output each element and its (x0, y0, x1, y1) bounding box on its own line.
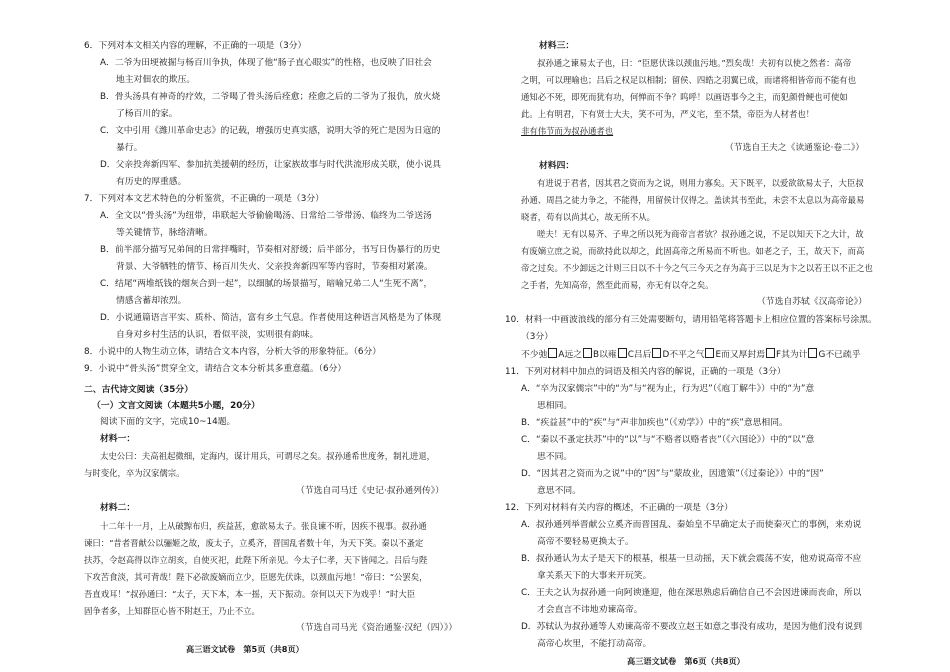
q10-box[interactable] (583, 348, 592, 358)
option-11d-cont: 意思不同。 (537, 486, 581, 496)
material-3-source: （节选自王夫之《读通鉴论·卷二》） (725, 143, 865, 153)
option-7a-cont: 等关键情节，脉络清晰。 (116, 228, 213, 238)
q10-label: E (715, 350, 722, 360)
q10-text: 远之 (564, 350, 583, 360)
q10-box[interactable] (618, 348, 627, 358)
material-3-line: 之明，可以理喻也；吕后之权足以相制；留侯、四皓之羽翼已成，而诸将相皆帝而不能有也 (521, 75, 856, 85)
q10-label: F (776, 350, 782, 360)
q10-box[interactable] (548, 348, 557, 358)
q10-label: B (593, 350, 600, 360)
material-4-line: 晓者，苟有以尚其心，故无所不从。 (521, 212, 655, 222)
q10-text: 不已疏乎 (825, 350, 861, 360)
q10-label: G (818, 350, 826, 360)
option-12d: D．苏轼认为叔孙通等人劝谏高帝不要改立赵王如意之事没有成功，是因为他们没有说到 (521, 622, 863, 632)
material-4-line: 有废嫡立庶之说，而欲持此以却之，此固高帝之所易而不听也。如老之子，王，故天下，而高 (521, 246, 865, 256)
option-11d: D．“因其君之资而为之说”中的“因”与“蒙故业，因遗策”（《过秦论》）中的“因” (521, 469, 824, 479)
q10-box[interactable] (808, 348, 817, 358)
q10-text: 其为计 (781, 350, 808, 360)
q10-label: D (662, 350, 670, 360)
option-6b: B．骨头汤具有神奇的疗效，二爷喝了骨头汤后痊愈；痊愈之后的二爷为了报仇，放火烧 (100, 92, 441, 102)
material-4-source: （节选自苏轼《汉高帝论》） (757, 297, 867, 307)
question-12: 12．下列对材料有关内容的概述，不正确的一项是（3分） (505, 503, 733, 513)
q10-box[interactable] (705, 348, 714, 358)
option-11c: C．“秦以不蚤定扶苏”中的“以”与“不赂者以赂者丧”（《六国论》）中的“以”意 (521, 435, 815, 445)
option-11c-cont: 思不同。 (537, 452, 573, 462)
material-1-label: 材料一： (100, 434, 136, 444)
question-6: 6．下列对本文相关内容的理解，不正确的一项是（3分） (84, 41, 307, 51)
option-7b-cont: 背景、大爷牺牲的情节、杨百川失火、父亲投奔新四军等内容时，节奏相对紧凑。 (116, 262, 433, 272)
material-2-line: 扶苏，令赵高得以诈立胡亥，自使灭祀，此陛下所亲见。今太子仁孝，天下皆闻之。吕后与陛 (84, 555, 428, 565)
material-2-line: 下攻苦食淡，其可背哉！陛下必欲废嫡而立少，臣愿先伏诛，以颈血污地！”帝曰：“公罢矣， (84, 572, 428, 582)
material-4-line: 帝之过矣。不少卸远之计则三日以不十今之气三今天之存为高于三以足为卞之以若王以不正之也 (521, 263, 873, 273)
question-11: 11．下列对材料中加点的词语及相关内容的解说，正确的一项是（3分） (505, 367, 786, 377)
option-11b: B．“疾益甚”中的“疾”与“声非加疾也”（《劝学》）中的“疾”意思相同。 (521, 418, 788, 428)
instruction: 阅读下面的文字，完成10~14题。 (100, 417, 236, 427)
question-9: 9．小说中“骨头汤”贯穿全文，请结合文本分析其多重意蕴。（6分） (84, 364, 347, 374)
material-3-label: 材料三： (539, 41, 575, 51)
option-11a: A．“卒为汉家儒宗”中的“为”与“视为止，行为迟”（《庖丁解牛》）中的“为”意 (521, 384, 815, 394)
q10-box[interactable] (766, 348, 775, 358)
option-6a: A．二爷为田埂被掘与杨百川争执，体现了他“肠子直心眼实”的性格，也反映了旧社会 (100, 58, 432, 68)
material-4-line: 有进说于君者，因其君之资而为之说，则用力寡矣。天下既平，以爱欲欲易太子，大臣叔 (537, 178, 864, 188)
option-6b-cont: 了杨百川的家。 (116, 109, 178, 119)
right-page (475, 0, 950, 672)
subsection-title: （一）文言文阅读（本题共5小题，20分） (92, 401, 260, 411)
option-6d-cont: 有历史的厚重感。 (116, 177, 187, 187)
q10-label: A (558, 350, 565, 360)
question-10-score: （3分） (521, 332, 553, 342)
option-12c: C．王夫之认为叔孙通一向阿谀逢迎，他在深思熟虑后确信自己不会因进谏而丧命，所以 (521, 588, 862, 598)
material-4-line: 之手者，先知高帝，然至此而易，亦无有以夺之矣。 (521, 280, 714, 290)
material-2-label: 材料二： (100, 503, 136, 513)
material-3-line: 通知必不死，即死而犹有功，何惮而不争？呜呼！以画语事今之主，而犯颜骨鲠也可使如 (521, 92, 848, 102)
material-2-line: 固争者多，上知群臣心皆不附赵王，乃止不立。 (84, 606, 260, 616)
q10-text: 吕后 (633, 350, 652, 360)
material-4-line: 嗟夫！无有以易齐、子卑之所以死为商帝言者欤？叔孙通之说，不足以知天下之大计，故 (537, 229, 864, 239)
q10-label: C (627, 350, 634, 360)
q10-text: 不少弛 (521, 350, 548, 360)
material-4-line: 孙通、周昌之徒力争之，不能得，用留侯计仅得之。盖读其书至此，未尝不太息以为高帝最易 (521, 195, 865, 205)
material-3-wavy-line: 非有伟节而为叔孙通者也 (521, 126, 614, 136)
material-3-line: 叔孙通之谏易太子也，曰：“臣愿伏诛以颈血污地。”烈矣哉！夫初有以使之然者：高帝 (537, 58, 852, 68)
option-11a-cont: 思相同。 (537, 401, 573, 411)
material-4-label: 材料四： (539, 161, 575, 171)
option-7d-cont: 自身对乡村生活的认识，看似平淡，实则很有韵味。 (116, 330, 319, 340)
material-1-line: 太史公曰：夫高祖起微细，定海内，谋计用兵，可谓尽之矣。叔孙通希世度务，制礼进退， (100, 451, 435, 461)
option-6d: D．父亲投奔新四军、参加抗美援朝的经历，让家族故事与时代洪流形成关联，使小说具 (100, 160, 442, 170)
option-12a: A．叔孙通列举晋献公立奚齐而晋国乱、秦始皇不早确定太子而使秦灭亡的事例，来劝说 (521, 520, 862, 530)
material-3-line: 此。上有明君，下有贤士大夫，笑不可为，严义宅，至不禁，帝臣为人材者也！ (521, 109, 815, 119)
page-footer: 高三语文试卷 第6页（共8页） (627, 656, 745, 666)
option-12c-cont: 才会直言不讳地劝谏高帝。 (537, 605, 643, 615)
option-7b: B．前半部分描写兄弟间的日常拌嘴时，节奏相对舒缓；后半部分，书写日伪暴行的历史 (100, 245, 441, 255)
material-2-line: 谏曰：“昔者晋献公以骊姬之故，废太子，立奚齐，晋国乱者数十年，为天下笑。秦以不蚤定 (84, 538, 424, 548)
q10-text: 不平之气 (669, 350, 705, 360)
option-6a-cont: 地主对佃农的欺压。 (116, 75, 196, 85)
material-2-source: （节选自司马光《资治通鉴·汉纪（四）》） (296, 623, 458, 633)
material-2-line: 吾直戏耳！”叔孙通曰：“太子，天下本，本一摇，天下振动。奈何以天下为戏乎！”时大臣 (84, 589, 416, 599)
material-1-line: 与时变化，卒为汉家儒宗。 (84, 468, 185, 478)
question-7: 7．下列对本文艺术特色的分析鉴赏，不正确的一项是（3分） (84, 194, 324, 204)
material-2-line: 十二年十一月，上从破黥布归，疾益甚，愈欲易太子。张良谏不听，因疾不视事。叔孙通 (100, 521, 427, 531)
page-footer: 高三语文试卷 第5页（共8页） (186, 644, 304, 654)
material-1-source: （节选自司马迁《史记·叔孙通列传》） (296, 486, 444, 496)
option-12b: B．叔孙通认为太子是天下的根基，根基一旦动摇，天下就会震荡不安，他劝说高帝不应 (521, 554, 862, 564)
option-12a-cont: 高帝不要轻易更换太子。 (537, 537, 634, 547)
option-7d: D．小说通篇语言平实、质朴、简洁，富有乡土气息。作者使用这种语言风格是为了体现 (100, 313, 442, 323)
q10-text: 以雍 (599, 350, 617, 360)
option-12d-cont: 高帝心坎里，不能打动高帝。 (537, 639, 652, 649)
option-7c: C．结尾“两堆纸钱的烟灰合到一起”，以细腻的场景描写，暗喻兄弟二人“生死不离”， (100, 279, 433, 289)
option-6c: C．文中引用《潍川革命史志》的记载，增强历史真实感，说明大爷的死亡是因为日寇的 (100, 126, 441, 136)
option-6c-cont: 暴行。 (116, 143, 143, 153)
question-8: 8．小说中的人物生动立体，请结合文本内容，分析大爷的形象特征。（6分） (84, 347, 382, 357)
question-10-options (521, 348, 861, 361)
q10-box[interactable] (652, 348, 661, 358)
option-12b-cont: 拿关系天下的大事来开玩笑。 (537, 571, 652, 581)
q10-text: 而又厚封焉 (721, 350, 766, 360)
option-7a: A．全文以“骨头汤”为纽带，串联起大爷偷偷喝汤、日常给二爷带汤、临终为二爷送汤 (100, 211, 432, 221)
option-7c-cont: 情感含蓄却浓烈。 (116, 296, 187, 306)
section-title: 二、古代诗文阅读（35分） (84, 385, 194, 395)
question-10: 10．材料一中画波浪线的部分有三处需要断句，请用铅笔将答题卡上相应位置的答案标号涂黑。 (505, 315, 877, 325)
